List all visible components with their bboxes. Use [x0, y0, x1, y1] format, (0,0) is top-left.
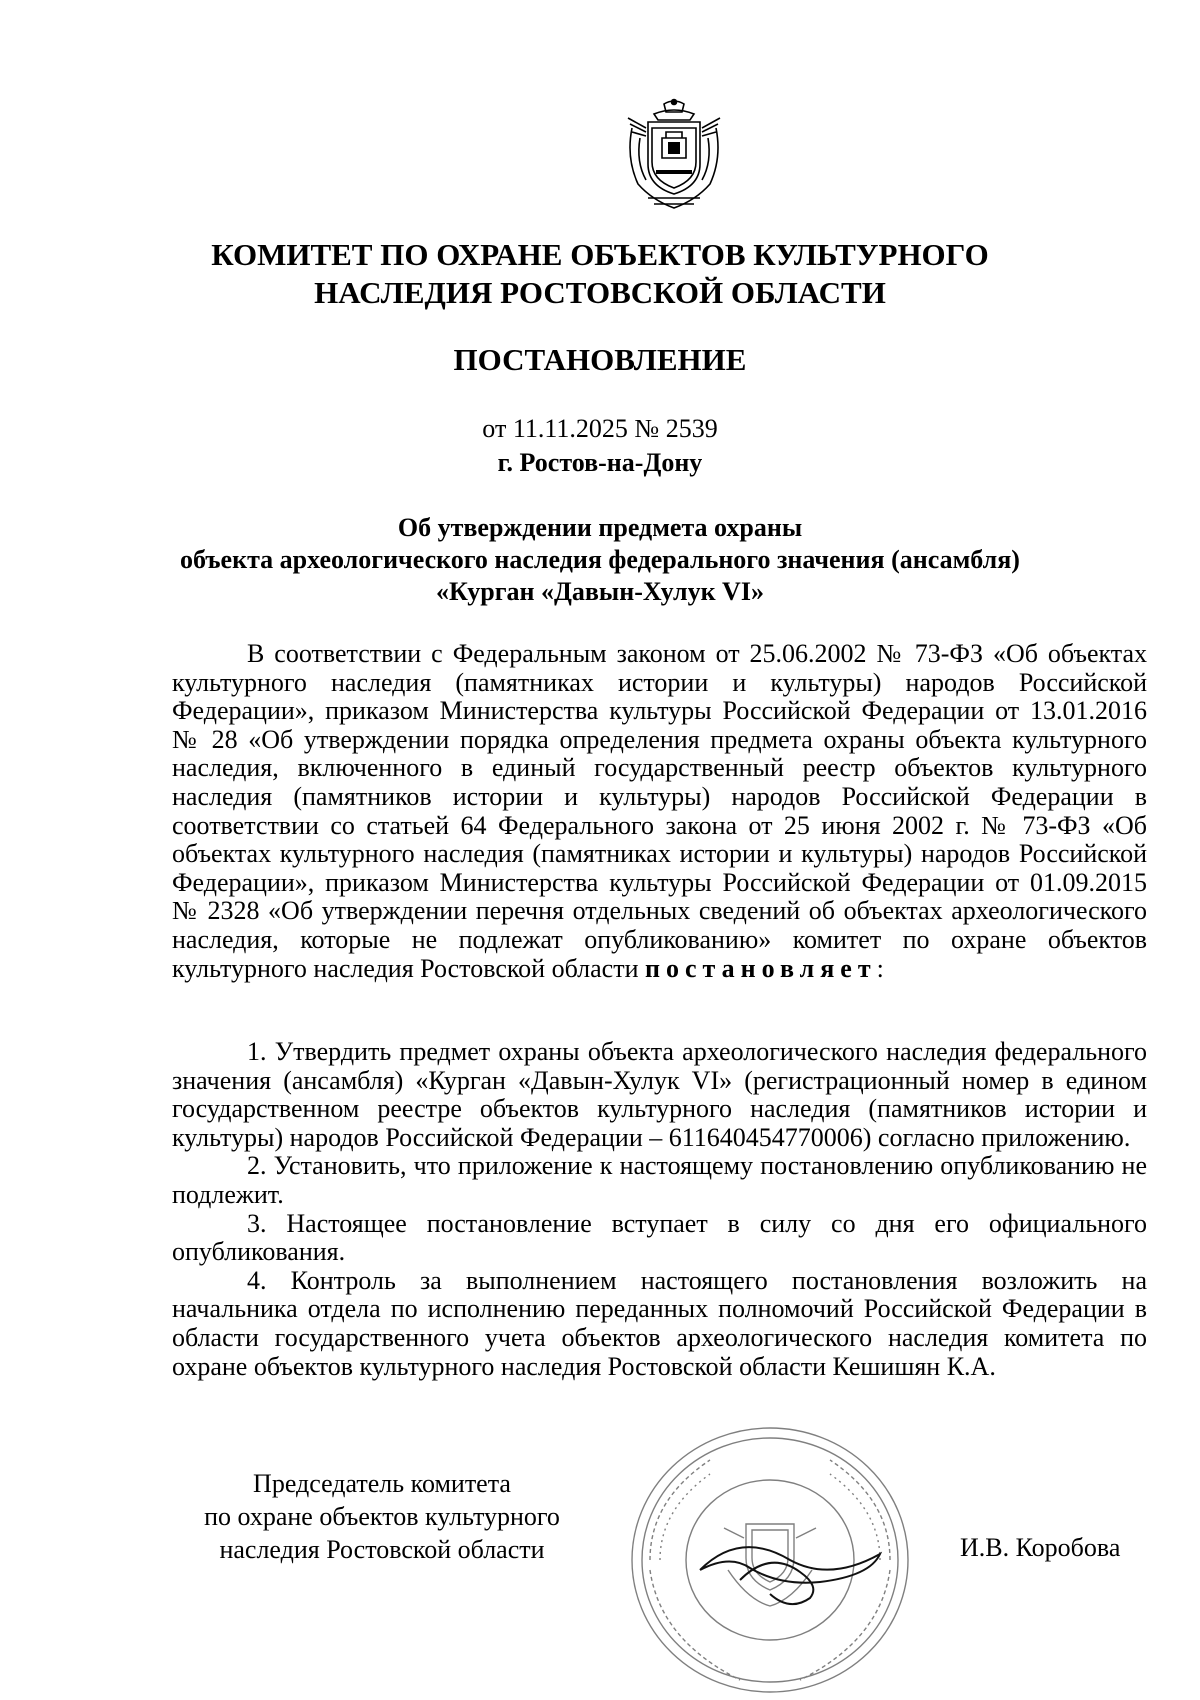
resolution-item-4: 4. Контроль за выполнением настоящего постановления возложить на начальника отдела по исполнению переданных полномочий Российской Федерации в области государственного учета объектов археологического наследия комитета по охране объектов культурного наследия Ростовской области Кешишян К.А. [172, 1265, 1147, 1381]
document-subject [0, 512, 1200, 608]
city: г. Ростов-на-Дону [497, 448, 703, 477]
resolution-item-3: 3. Настоящее постановление вступает в силу со дня его официального опубликования. [172, 1208, 1147, 1267]
signatory-name: И.В. Коробова [960, 1533, 1121, 1562]
org-line-1: КОМИТЕТ ПО ОХРАНЕ ОБЪЕКТОВ КУЛЬТУРНОГО [211, 237, 989, 272]
resolution-items [172, 1038, 1147, 1381]
position-line-1: Председатель комитета [253, 1469, 511, 1498]
position-line-2: по охране объектов культурного [204, 1502, 560, 1531]
resolution-item-2: 2. Установить, что приложение к настоящему постановлению опубликованию не подлежит. [172, 1151, 1147, 1209]
organization-name [0, 236, 1200, 312]
preamble-text: В соответствии с Федеральным законом от 25.06.2002 № 73-ФЗ «Об объектах культурного наследия (памятниках истории и культуры) народов Российской Федерации», приказом Министерства культуры Российской Федерации от 13.01.2016 № 28 «Об утверждении порядка определения предмета охраны объекта культурного наследия, включенного в единый государственный реестр объектов культурного наследия (памятников истории и культуры) народов Российской Федерации в соответствии со статьей 64 Федерального закона от 25 июня 2002 г. № 73-ФЗ «Об объектах культурного наследия (памятниках истории и культуры) народов Российской Федерации», приказом Министерства культуры Российской Федерации от 01.09.2015 № 2328 «Об утверждении перечня отдельных сведений об объектах археологического наследия, которые не подлежат опубликованию» комитет по охране объектов культурного наследия Ростовской области [172, 639, 1147, 983]
preamble-paragraph [172, 640, 1147, 983]
resolution-item-1: 1. Утвердить предмет охраны объекта археологического наследия федерального значения (ансамбля) «Курган «Давын-Хулук VI» (регистрационный номер в едином государственном реестре объектов культурного наследия (памятников истории и культуры) народов Российской Федерации – 611640454770006) согласно приложению. [172, 1037, 1147, 1152]
subject-line-3: «Курган «Давын-Хулук VI» [436, 577, 764, 606]
coat-of-arms-icon [618, 98, 730, 214]
resolves-word: постановляет [645, 953, 877, 983]
position-line-3: наследия Ростовской области [219, 1535, 545, 1564]
subject-line-2: объекта археологического наследия федерального значения (ансамбля) [180, 545, 1020, 574]
date-number: от 11.11.2025 № 2539 [482, 414, 718, 443]
signatory-position [172, 1467, 592, 1566]
official-seal-stamp [620, 1420, 920, 1700]
preamble-colon: : [876, 953, 884, 983]
subject-line-1: Об утверждении предмета охраны [397, 513, 803, 542]
org-line-2: НАСЛЕДИЯ РОСТОВСКОЙ ОБЛАСТИ [314, 275, 886, 310]
document-type: ПОСТАНОВЛЕНИЕ [453, 342, 747, 377]
